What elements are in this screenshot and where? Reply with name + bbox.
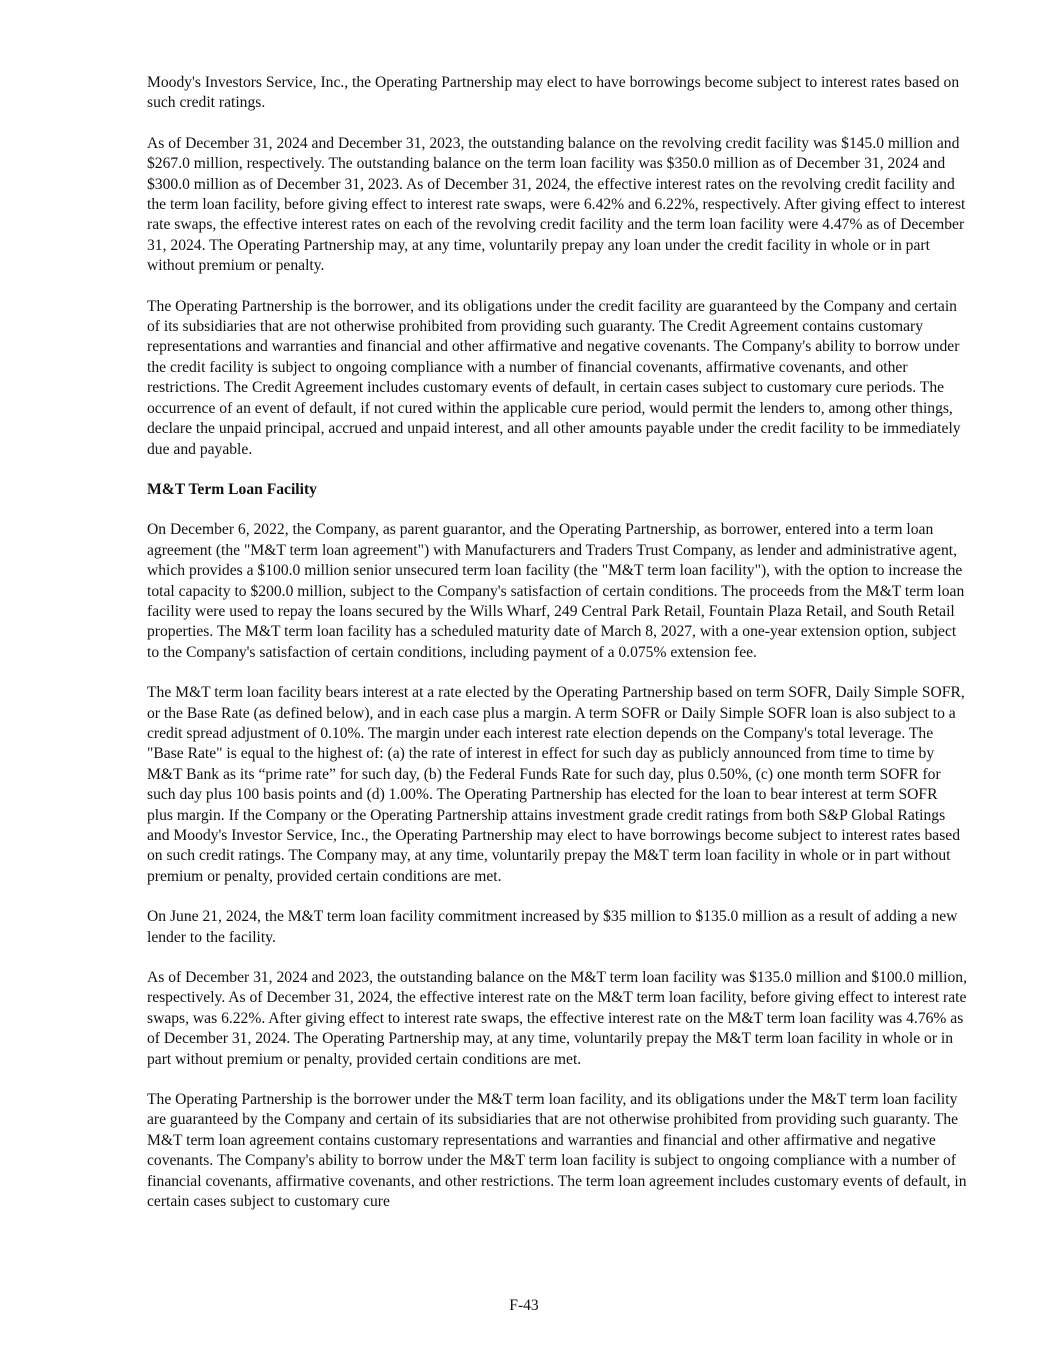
paragraph-mt-guaranty: The Operating Partnership is the borrower under the M&T term loan facility, and its obligations under the M&T term loan facility are guaranteed by the Company and certain of its subsidiaries that are not otherwise prohibited from providing such guaranty. The M&T term loan agreement contains customary representations and warranties and financial and other affirmative and negative covenants. The Company's ability to borrow under the M&T term loan facility is subject to ongoing compliance with a number of financial covenants, affirmative covenants, and other restrictions. The term loan agreement includes customary events of default, in certain cases subject to customary cure <box>147 1091 967 1211</box>
page-number: F-43 <box>509 1297 539 1314</box>
paragraph-mt-agreement: On December 6, 2022, the Company, as parent guarantor, and the Operating Partnership, as borrower, entered into a term loan agreement (the "M&T term loan agreement") with Manufacturers and Traders Trust Company, as lender and administrative agent, which provides a $100.0 million senior unsecured term loan facility (the "M&T term loan facility"), with the option to increase the total capacity to $200.0 million, subject to the Company's satisfaction of certain conditions. The proceeds from the M&T term loan facility were used to repay the loans secured by the Wills Wharf, 249 Central Park Retail, Fountain Plaza Retail, and South Retail properties. The M&T term loan facility has a scheduled maturity date of March 8, 2027, with a one-year extension option, subject to the Company's satisfaction of certain conditions, including payment of a 0.075% extension fee. <box>147 521 965 661</box>
document-body <box>147 73 967 1233</box>
paragraph-credit-facility-guaranty: The Operating Partnership is the borrower, and its obligations under the credit facility are guaranteed by the Company and certain of its subsidiaries that are not otherwise prohibited from providing such guaranty. The Credit Agreement contains customary representations and warranties and financial and other affirmative and negative covenants. The Company's ability to borrow under the credit facility is subject to ongoing compliance with a number of financial covenants, affirmative covenants, and other restrictions. The Credit Agreement includes customary events of default, in certain cases subject to customary cure periods. The occurrence of an event of default, if not cured within the applicable cure period, would permit the lenders to, among other things, declare the unpaid principal, accrued and unpaid interest, and all other amounts payable under the credit facility to be immediately due and payable. <box>147 297 961 458</box>
paragraph-mt-commitment-increase: On June 21, 2024, the M&T term loan facility commitment increased by $35 million to $135.0 million as a result of adding a new lender to the facility. <box>147 908 958 946</box>
paragraph-outstanding-balances: As of December 31, 2024 and December 31, 2023, the outstanding balance on the revolving credit facility was $145.0 million and $267.0 million, respectively. The outstanding balance on the term loan facility was $350.0 million as of December 31, 2024 and $300.0 million as of December 31, 2023. As of December 31, 2024, the effective interest rates on the revolving credit facility and the term loan facility, before giving effect to interest rate swaps, were 6.42% and 6.22%, respectively. After giving effect to interest rate swaps, the effective interest rates on each of the revolving credit facility and the term loan facility were 4.47% as of December 31, 2024. The Operating Partnership may, at any time, voluntarily prepay any loan under the credit facility in whole or in part without premium or penalty. <box>147 134 966 275</box>
paragraph-credit-ratings-continued: Moody's Investors Service, Inc., the Operating Partnership may elect to have borrowings become subject to interest rates based on such credit ratings. <box>147 74 960 112</box>
section-heading-mt-term-loan: M&T Term Loan Facility <box>147 480 317 498</box>
paragraph-mt-outstanding-balance: As of December 31, 2024 and 2023, the outstanding balance on the M&T term loan facility was $135.0 million and $100.0 million, respectively. As of December 31, 2024, the effective interest rate on the M&T term loan facility, before giving effect to interest rate swaps, was 6.22%. After giving effect to interest rate swaps, the effective interest rate on the M&T term loan facility was 4.76% as of December 31, 2024. The Operating Partnership may, at any time, voluntarily prepay the M&T term loan facility in whole or in part without premium or penalty, provided certain conditions are met. <box>147 969 967 1068</box>
paragraph-mt-interest: The M&T term loan facility bears interest at a rate elected by the Operating Partnership based on term SOFR, Daily Simple SOFR, or the Base Rate (as defined below), and in each case plus a margin. A term SOFR or Daily Simple SOFR loan is also subject to a credit spread adjustment of 0.10%. The margin under each interest rate election depends on the Company's total leverage. The "Base Rate" is equal to the highest of: (a) the rate of interest in effect for such day as publicly announced from time to time by M&T Bank as its “prime rate” for such day, (b) the Federal Funds Rate for such day, plus 0.50%, (c) one month term SOFR for such day plus 100 basis points and (d) 1.00%. The Operating Partnership has elected for the loan to bear interest at term SOFR plus margin. If the Company or the Operating Partnership attains investment grade credit ratings from both S&P Global Ratings and Moody's Investor Service, Inc., the Operating Partnership may elect to have borrowings become subject to interest rates based on such credit ratings. The Company may, at any time, voluntarily prepay the M&T term loan facility in whole or in part without premium or penalty, provided certain conditions are met. <box>147 684 965 885</box>
